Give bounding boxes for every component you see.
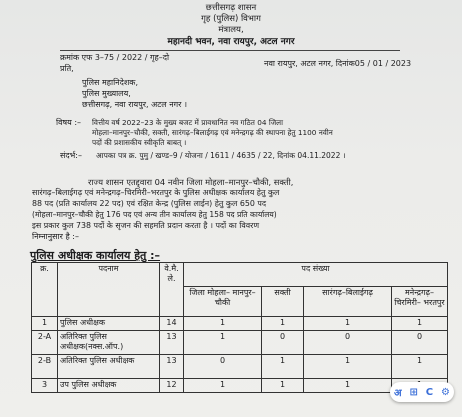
reference-label: संदर्भ:–: [60, 151, 82, 160]
section-title: पुलिस अधीक्षक कार्यालय हेतु :–: [30, 249, 161, 262]
cell-d3: 1: [304, 379, 392, 393]
header-district-2: सक्ती: [262, 287, 304, 317]
cell-post: अतिरिक्त पुलिस अधीक्षक(नक्स.ऑप.): [58, 331, 160, 355]
cell-d3: 0: [304, 331, 392, 355]
table-row: [32, 379, 448, 393]
reference-text: आपका पत्र क्र. पुमु / खण्ड–9 / योजना / 1611 / 4635 / 22, दिनांक 04.11.2022 ।: [96, 151, 346, 160]
cell-sno: 2-B: [32, 355, 58, 379]
cell-sno: 2-A: [32, 331, 58, 355]
cell-d3: 1: [304, 355, 392, 379]
subject-line-2: मोहला–मानपुर–चौकी, सक्ती, सारंगढ़–बिलाईगढ़ एवं मनेन्द्रगढ़ की स्थापना हेतु 1100 नवीन: [92, 128, 333, 137]
ocr-toolbar[interactable]: [390, 382, 454, 402]
cell-d2: 1: [262, 355, 304, 379]
header-district-4: मनेन्द्रगढ़– चिरमिरी– भरतपुर: [392, 287, 448, 317]
cell-d4: 1: [392, 317, 448, 331]
table-row: [32, 355, 448, 379]
cell-sno: 3: [32, 379, 58, 393]
header-rule: [60, 50, 400, 51]
cell-d1: 0: [184, 355, 262, 379]
cell-post: अतिरिक्त पुलिस अधीक्षक: [58, 355, 160, 379]
cell-sno: 1: [32, 317, 58, 331]
header-post: पदनाम: [58, 263, 160, 317]
header-sno: क्र.: [32, 263, 58, 317]
body-line-5: इस प्रकार कुल 738 पदों के सृजन की सहमति प्रदान करता है । पदों का विवरण: [32, 221, 260, 230]
letter-date: नवा रायपुर, अटल नगर, दिनांक05 / 01 / 2023: [264, 59, 412, 68]
body-line-2: सारंगढ़–बिलाईगढ़ एवं मनेन्द्रगढ़–चिरमिरी–भरतपुर के पुलिस अधीक्षक कार्यालय हेतु कुल: [32, 188, 280, 197]
cell-d1: 1: [184, 317, 262, 331]
settings-icon[interactable]: ⚙: [441, 386, 451, 398]
header-count: पद संख्या: [184, 263, 448, 287]
body-line-4: (मोहला–मानपुर–चौकी हेतु 176 पद एवं अन्य तीन कार्यालय हेतु 158 पद प्रति कार्यालय): [32, 210, 277, 219]
header-state: छत्तीसगढ़ शासन: [205, 3, 257, 13]
subject-label: विषय :–: [56, 118, 82, 127]
cell-pay: 13: [160, 355, 184, 379]
header-district-3: सारंगढ़–बिलाईगढ़: [304, 287, 392, 317]
body-line-3: 88 पद (प्रति कार्यालय 22 पद) एवं रक्षित केन्द्र (पुलिस लाईन) हेतु कुल 650 पद: [32, 199, 267, 208]
body-line-1: राज्य शासन एतद्द्वारा 04 नवीन जिला मोहला–मानपुर–चौकी, सक्ती,: [88, 177, 294, 187]
cell-d3: 1: [304, 317, 392, 331]
addressee-line-2: पुलिस मुख्यालय,: [82, 89, 131, 98]
cell-post: उप पुलिस अधीक्षक: [58, 379, 160, 393]
header-pay: वे.मै. ले.: [160, 263, 184, 317]
subject-line-3: पदों की प्रशासकीय स्वीकृति बाबत् ।: [92, 138, 187, 147]
cell-d1: 1: [184, 379, 262, 393]
cell-d2: 1: [262, 379, 304, 393]
cell-pay: 12: [160, 379, 184, 393]
translate-icon[interactable]: अ: [393, 388, 402, 399]
header-district-1: जिला मोहला– मानपुर–चौकी: [184, 287, 262, 317]
letter-number: क्रमांक एफ 3–75 / 2022 / गृह–दो: [60, 53, 170, 62]
table-row: [32, 331, 448, 355]
addressee-line-1: पुलिस महानिदेशक,: [82, 78, 138, 87]
cell-pay: 14: [160, 317, 184, 331]
addressee-line-3: छत्तीसगढ़, नवा रायपुर, अटल नगर ।: [82, 100, 187, 109]
subject-line-1: वित्तीय वर्ष 2022–23 के मुख्य बजट में प्रावधानित नव गठित 04 जिला: [92, 118, 283, 127]
cell-d2: 1: [262, 317, 304, 331]
cell-pay: 13: [160, 331, 184, 355]
cell-post: पुलिस अधीक्षक: [58, 317, 160, 331]
grid-icon[interactable]: ⊞: [409, 386, 418, 398]
copy-icon[interactable]: C: [425, 386, 434, 398]
cell-d2: 0: [262, 331, 304, 355]
table-row: [32, 317, 448, 331]
cell-d4: 0: [392, 331, 448, 355]
prati-label: प्रति,: [60, 64, 74, 73]
header-address: महानदी भवन, नवा रायपुर, अटल नगर: [167, 37, 295, 47]
cell-d4: 1: [392, 355, 448, 379]
header-department: गृह (पुलिस) विभाग: [201, 14, 261, 24]
body-line-6: निम्नानुसार है :–: [32, 232, 79, 241]
posts-table: [31, 262, 448, 393]
header-ministry: मंत्रालय,: [218, 25, 244, 35]
cell-d1: 1: [184, 331, 262, 355]
